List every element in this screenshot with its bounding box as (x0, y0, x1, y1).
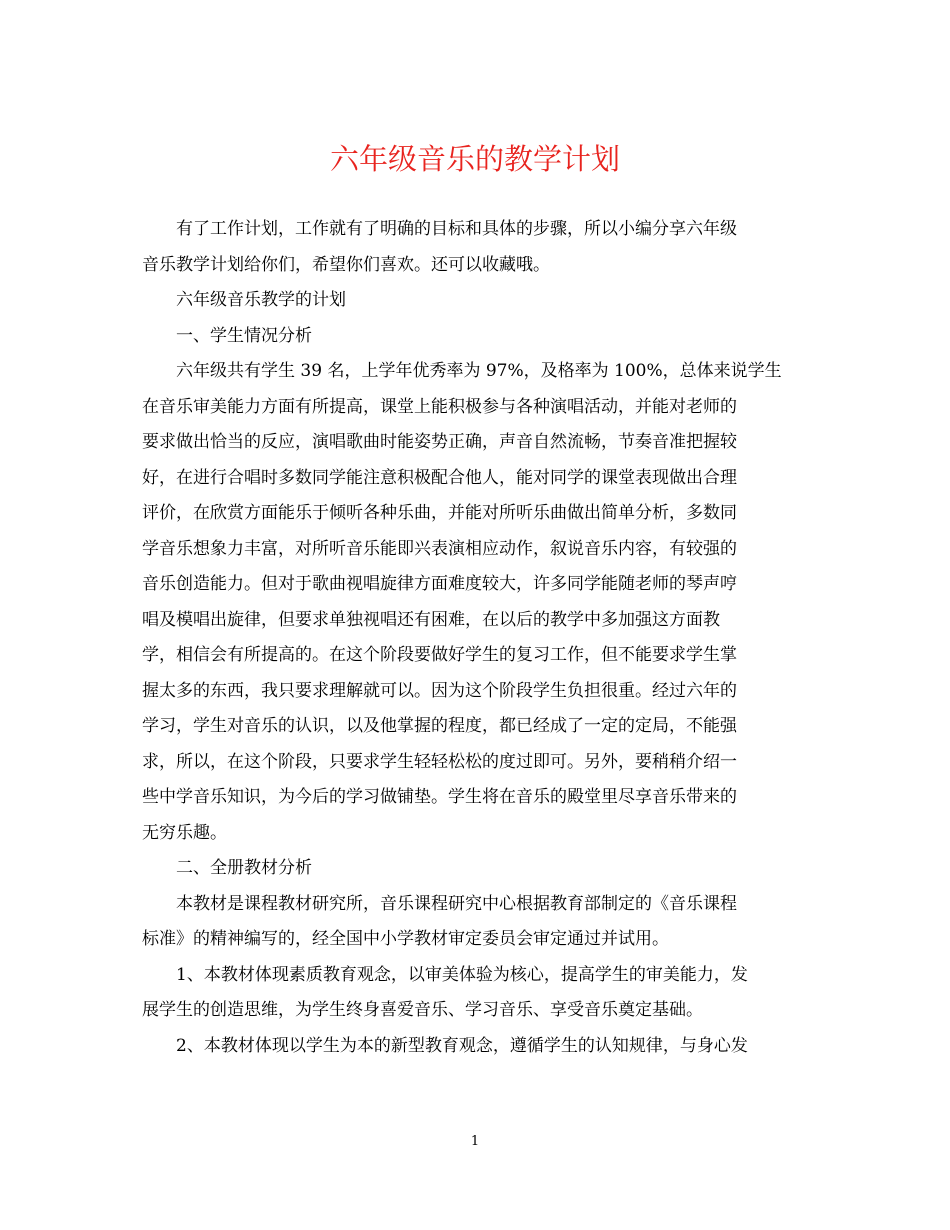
paragraph-point-1 (142, 958, 810, 1029)
text-line: 评价，在欣赏方面能乐于倾听各种乐曲，并能对所听乐曲做出简单分析，多数同 (142, 503, 737, 523)
text-line: 六年级音乐教学的计划 (176, 290, 346, 310)
text-line: 在音乐审美能力方面有所提高，课堂上能积极参与各种演唱活动，并能对老师的 (142, 396, 737, 417)
text-line: 好，在进行合唱时多数同学能注意积极配合他人，能对同学的课堂表现做出合理 (142, 467, 737, 488)
text-line: 学习，学生对音乐的认识，以及他掌握的程度，都已经成了一定的定局，不能强 (142, 716, 737, 736)
text-line: 音乐创造能力。但对于歌曲视唱旋律方面难度较大，许多同学能随老师的琴声哼 (142, 574, 737, 594)
text-line: 求，所以，在这个阶段，只要求学生轻轻松松的度过即可。另外，要稍稍介绍一 (142, 751, 737, 772)
paragraph-point-2 (142, 1029, 810, 1065)
text-line: 学音乐想象力丰富，对所听音乐能即兴表演相应动作，叙说音乐内容，有较强的 (142, 538, 737, 559)
paragraph-plan-heading (142, 283, 810, 319)
section-heading-textbook-analysis (142, 851, 810, 887)
text-line: 唱及模唱出旋律，但要求单独视唱还有困难，在以后的教学中多加强这方面教 (142, 609, 720, 630)
text-line: 音乐教学计划给你们，希望你们喜欢。还可以收藏哦。 (142, 254, 550, 275)
section-heading-student-analysis (142, 319, 810, 355)
text-line: 要求做出恰当的反应，演唱歌曲时能姿势正确，声音自然流畅，节奏音准把握较 (142, 432, 737, 452)
text-line: 一、学生情况分析 (176, 325, 312, 346)
document-body (142, 212, 810, 1064)
text-line: 展学生的创造思维，为学生终身喜爱音乐、学习音乐、享受音乐奠定基础。 (142, 1000, 703, 1020)
text-line: 二、全册教材分析 (176, 858, 312, 878)
text-line: 握太多的东西，我只要求理解就可以。因为这个阶段学生负担很重。经过六年的 (142, 680, 737, 701)
paragraph-intro (142, 212, 810, 283)
text-line: 无穷乐趣。 (142, 822, 227, 843)
text-line: 标准》的精神编写的，经全国中小学教材审定委员会审定通过并试用。 (142, 929, 669, 949)
page-number: 1 (470, 1134, 480, 1149)
text-line: 学，相信会有所提高的。在这个阶段要做好学生的复习工作，但不能要求学生掌 (142, 645, 737, 665)
text-line: 2、本教材体现以学生为本的新型教育观念，遵循学生的认知规律，与身心发 (176, 1035, 748, 1056)
text-line: 些中学音乐知识，为今后的学习做铺垫。学生将在音乐的殿堂里尽享音乐带来的 (142, 787, 737, 807)
text-line: 1、本教材体现素质教育观念，以审美体验为核心，提高学生的审美能力，发 (176, 964, 748, 985)
text-line: 六年级共有学生 39 名，上学年优秀率为 97%，及格率为 100%，总体来说学生 (176, 361, 782, 381)
text-line: 本教材是课程教材研究所，音乐课程研究中心根据教育部制定的《音乐课程 (176, 893, 737, 914)
text-line: 有了工作计划，工作就有了明确的目标和具体的步骤，所以小编分享六年级 (176, 219, 737, 239)
paragraph-textbook-intro (142, 887, 810, 958)
paragraph-student-analysis (142, 354, 810, 851)
document-title: 六年级音乐的教学计划 (329, 142, 620, 176)
